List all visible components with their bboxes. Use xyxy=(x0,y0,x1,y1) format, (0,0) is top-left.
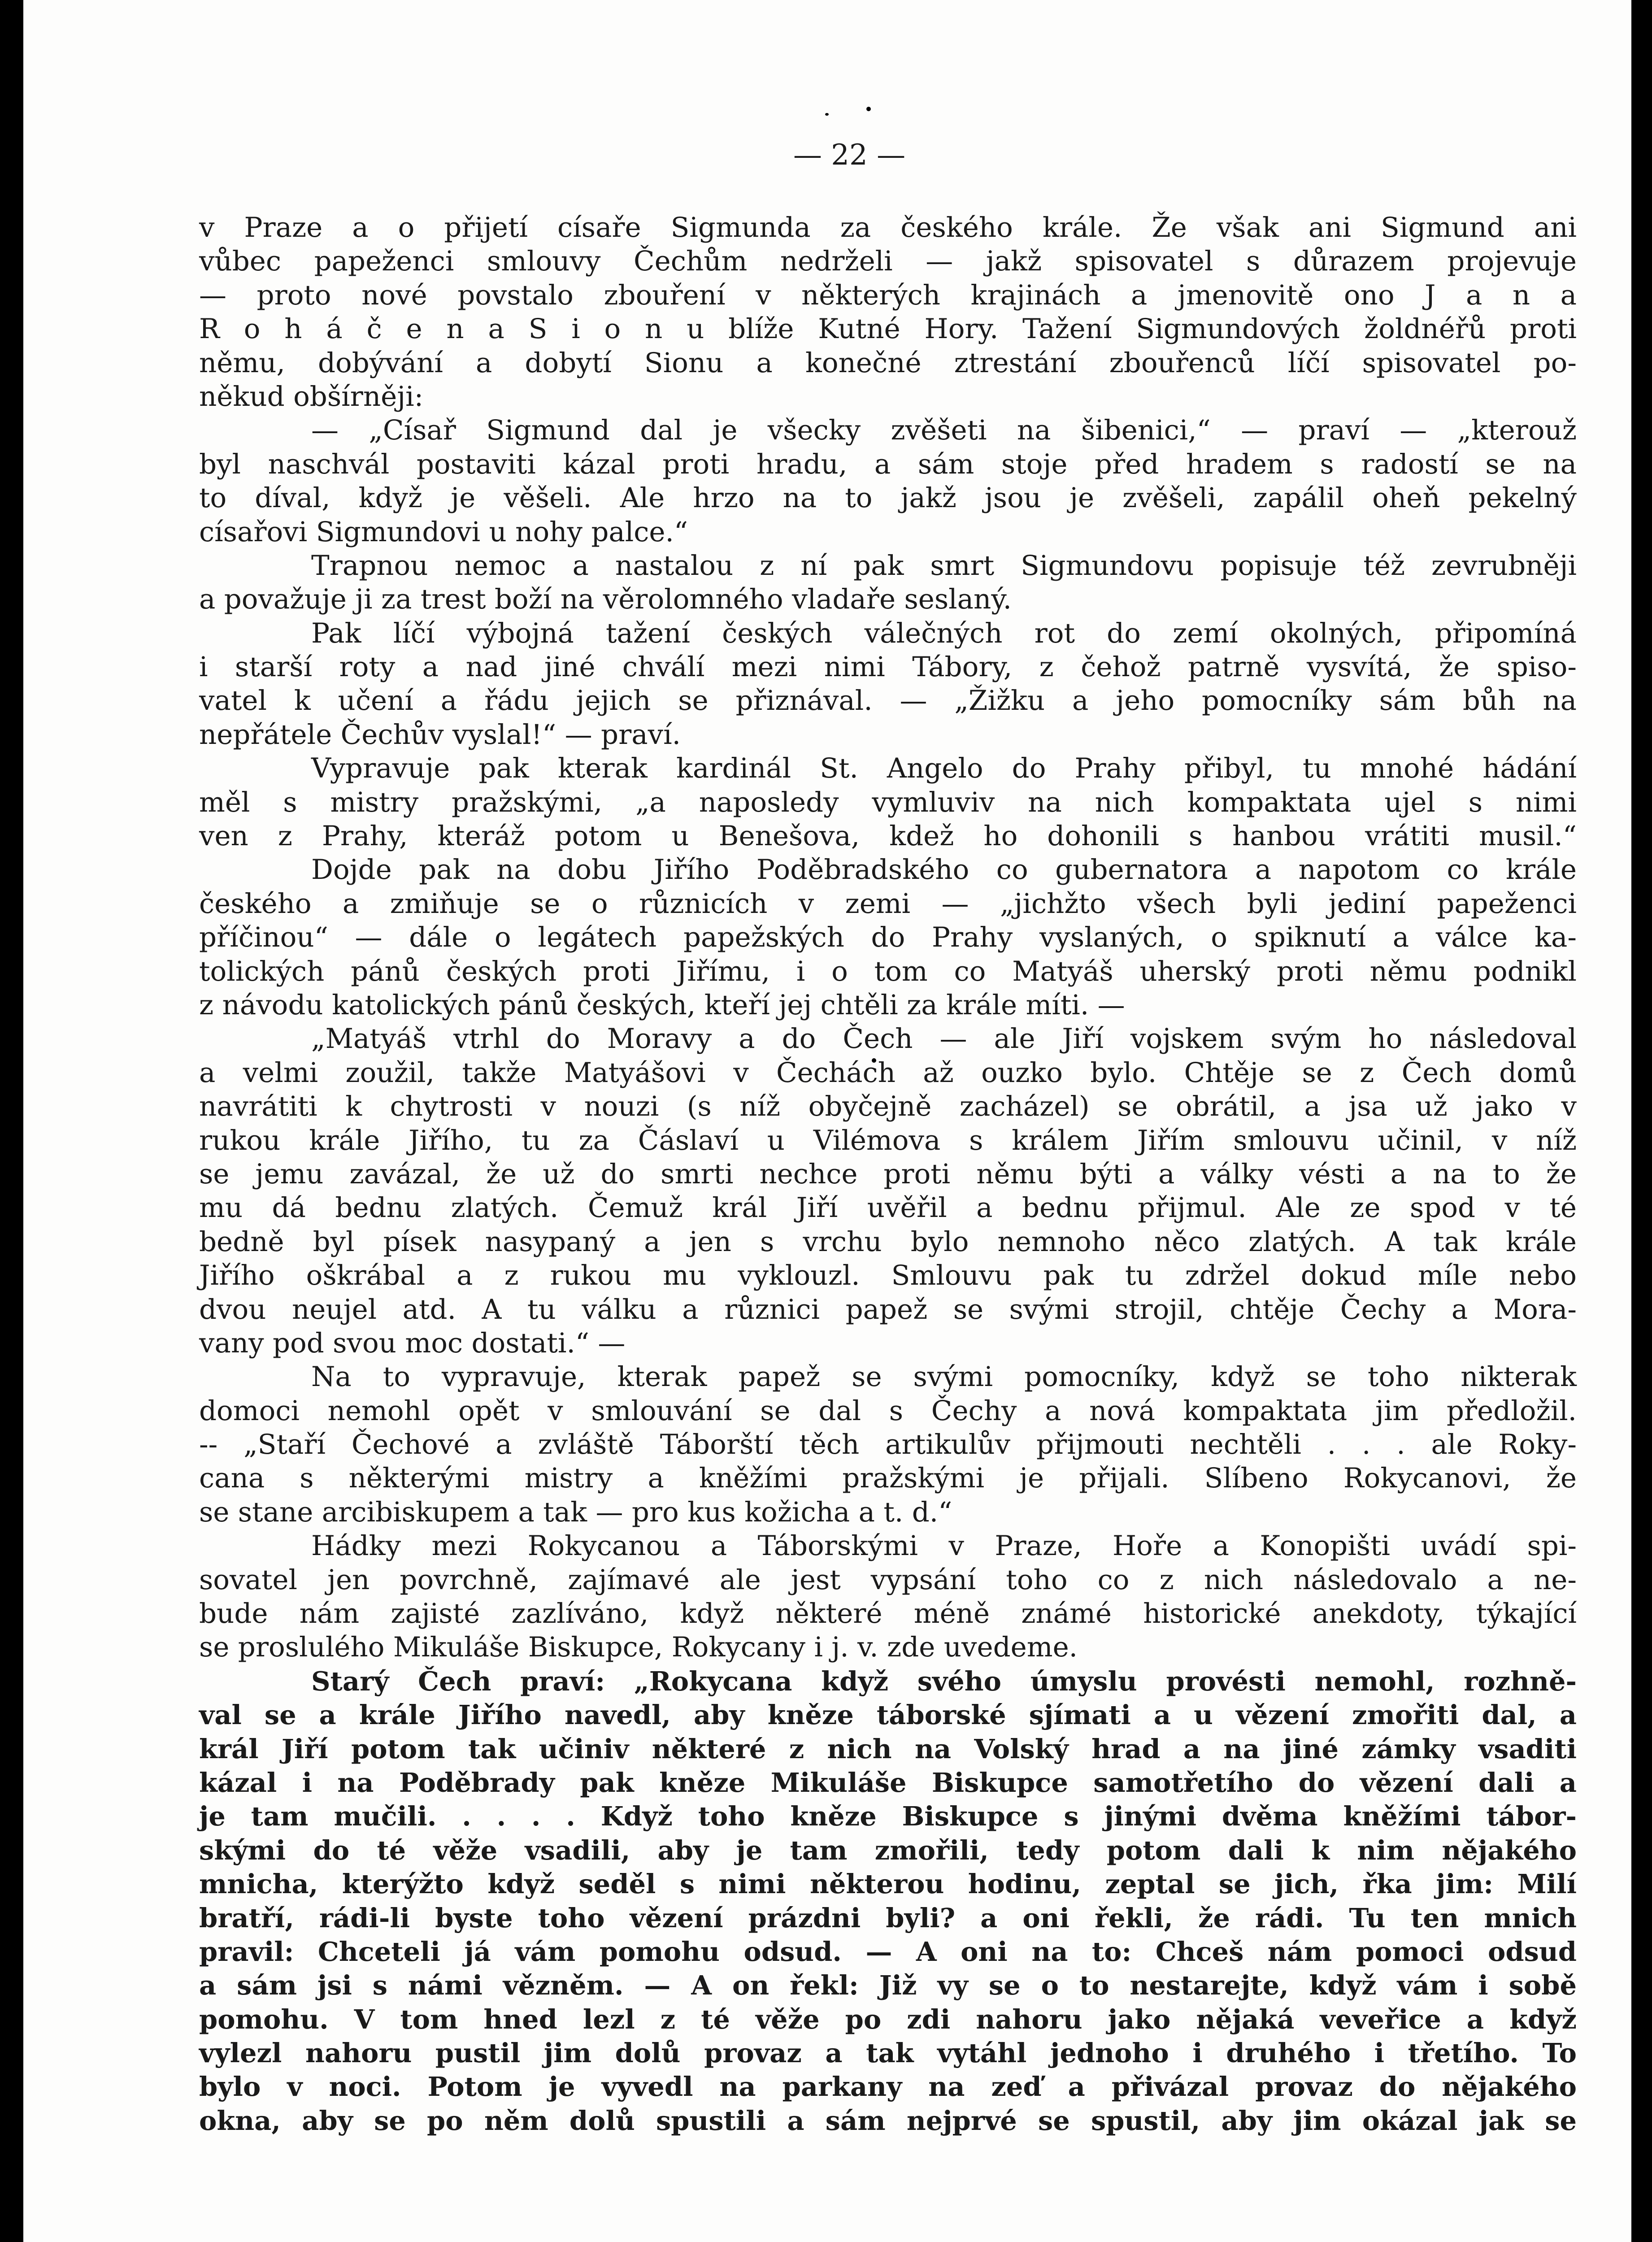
text-line: někud obšírněji: xyxy=(199,380,424,413)
text-line: král Jiří potom tak učiniv některé z nich na Volský hrad a na jiné zámky vsaditi xyxy=(199,1733,1577,1764)
text-line: vatel k učení a řádu jejich se přiznával. — „Žižku a jeho pomocníky sám bůh na xyxy=(199,685,1577,717)
text-line: sovatel jen povrchně, zajímavé ale jest vypsání toho co z nich následovalo a ne- xyxy=(199,1564,1577,1596)
text-line: — proto nové povstalo zbouření v některých krajinách a jmenovitě ono J a n a xyxy=(199,279,1577,311)
text-line: domoci nemohl opět v smlouvání se dal s Čechy a nová kompaktata jim předložil. xyxy=(199,1395,1577,1427)
body-text xyxy=(199,211,1577,2138)
scan-speck xyxy=(825,113,829,116)
text-line: okna, aby se po něm dolů spustili a sám nejprvé se spustil, aby jim okázal jak se xyxy=(199,2105,1577,2136)
text-line: měl s mistry pražskými, „a naposledy vymluviv na nich kompaktata ujel s nimi xyxy=(199,786,1577,818)
text-line: bylo v noci. Potom je vyvedl na parkany na zeď a přivázal provaz do nějakého xyxy=(199,2071,1577,2103)
text-line: „Matyáš vtrhl do Moravy a do Čech — ale Jiří vojskem svým ho následoval xyxy=(311,1023,1577,1055)
text-line: Trapnou nemoc a nastalou z ní pak smrt Sigmundovu popisuje též zevrubněji xyxy=(311,549,1577,582)
page-number: — 22 — xyxy=(793,139,906,172)
text-line: němu, dobývání a dobytí Sionu a konečné ztrestání zbouřenců líčí spisovatel po- xyxy=(199,347,1577,379)
text-line: českého a zmiňuje se o různicích v zemi — „jichžto všech byli jediní papeženci xyxy=(199,887,1577,920)
text-line: — „Císař Sigmund dal je všecky zvěšeti na šibenici,“ — praví — „kterouž xyxy=(311,414,1577,447)
text-line: R o h á č e n a S i o n u blíže Kutné Hory. Tažení Sigmundových žoldnéřů proti xyxy=(199,313,1577,345)
text-line: a považuje ji za trest boží na věrolomného vladaře seslaný. xyxy=(199,583,1012,616)
text-line: se jemu zavázal, že už do smrti nechce proti němu býti a války vésti a na to že xyxy=(199,1158,1577,1190)
text-line: Dojde pak na dobu Jiřího Poděbradského co gubernatora a napotom co krále xyxy=(311,854,1577,886)
text-line: se proslulého Mikuláše Biskupce, Rokycany i j. v. zde uvedeme. xyxy=(199,1631,1078,1664)
text-line: skými do té věže vsadili, aby je tam zmořili, tedy potom dali k nim nějakého xyxy=(199,1834,1577,1866)
text-line: z návodu katolických pánů českých, kteří jej chtěli za krále míti. — xyxy=(199,989,1125,1021)
text-line: Starý Čech praví: „Rokycana když svého úmyslu provésti nemohl, rozhně- xyxy=(311,1665,1577,1697)
text-line: bude nám zajisté zazlíváno, když některé méně známé historické anekdoty, týkající xyxy=(199,1598,1577,1630)
text-line: nepřátele Čechův vyslal!“ — praví. xyxy=(199,718,681,751)
text-line: rukou krále Jiřího, tu za Čáslaví u Vilémova s králem Jiřím smlouvu učinil, v níž xyxy=(199,1124,1577,1156)
text-line: pomohu. V tom hned lezl z té věže po zdi nahoru jako nějaká veveřice a když xyxy=(199,2003,1577,2035)
text-line: bratří, rádi-li byste toho vězení prázdni byli? a oni řekli, že rádi. Tu ten mnich xyxy=(199,1902,1577,1934)
text-line: to díval, když je věšeli. Ale hrzo na to jakž jsou je zvěšeli, zapálil oheň pekelný xyxy=(199,482,1577,514)
text-line: i starší roty a nad jiné chválí mezi nimi Tábory, z čehož patrně vysvítá, že spiso- xyxy=(199,651,1577,683)
text-line: -- „Staří Čechové a zvláště Táborští těch artikulův přijmouti nechtěli . . . ale Roky- xyxy=(199,1429,1577,1461)
text-line: v Praze a o přijetí císaře Sigmunda za českého krále. Že však ani Sigmund ani xyxy=(199,212,1577,243)
text-line: Hádky mezi Rokycanou a Táborskými v Praze, Hoře a Konopišti uvádí spi- xyxy=(311,1530,1577,1562)
text-line: navrátiti k chytrosti v nouzi (s níž obyčejně zacházel) se obrátil, a jsa už jako v xyxy=(199,1091,1577,1123)
text-line: Vypravuje pak kterak kardinál St. Angelo do Prahy přibyl, tu mnohé hádání xyxy=(311,752,1577,785)
text-line: bedně byl písek nasypaný a jen s vrchu bylo nemnoho něco zlatých. A tak krále xyxy=(199,1225,1577,1258)
text-line: příčinou“ — dále o legátech papežských do Prahy vyslaných, o spiknutí a válce ka- xyxy=(199,921,1577,954)
scan-speck xyxy=(1636,17,1641,22)
text-line: mu dá bednu zlatých. Čemuž král Jiří uvěřil a bednu přijmul. Ale ze spod v té xyxy=(199,1192,1577,1224)
text-line: ven z Prahy, kteráž potom u Benešova, kdež ho dohonili s hanbou vrátiti musil.“ xyxy=(199,820,1577,852)
text-line: vůbec papeženci smlouvy Čechům nedrželi — jakž spisovatel s důrazem projevuje xyxy=(199,245,1577,278)
text-line: a sám jsi s námi vězněm. — A on řekl: Již vy se o to nestarejte, když vám i sobě xyxy=(199,1970,1577,2001)
text-line: a velmi zoužil, takže Matyášovi v Čechách až ouzko bylo. Chtěje se z Čech domů xyxy=(199,1056,1577,1089)
text-line: vany pod svou moc dostati.“ — xyxy=(199,1327,626,1359)
text-line: císařovi Sigmundovi u nohy palce.“ xyxy=(199,516,688,548)
text-line: cana s některými mistry a kněžími pražskými je přijali. Slíbeno Rokycanovi, že xyxy=(199,1462,1577,1495)
text-line: mnicha, kterýžto když seděl s nimi některou hodinu, zeptal se jich, řka jim: Milí xyxy=(199,1868,1577,1900)
text-line: pravil: Chceteli já vám pomohu odsud. — A oni na to: Chceš nám pomoci odsud xyxy=(199,1936,1577,1967)
text-line: Pak líčí výbojná tažení českých válečných rot do zemí okolných, připomíná xyxy=(311,617,1577,649)
text-line: se stane arcibiskupem a tak — pro kus kožicha a t. d.“ xyxy=(199,1496,952,1528)
text-line: tolických pánů českých proti Jiřímu, i o tom co Matyáš uherský proti němu podnikl xyxy=(199,955,1577,987)
text-line: vylezl nahoru pustil jim dolů provaz a tak vytáhl jednoho i druhého i třetího. To xyxy=(199,2038,1577,2069)
text-line: Na to vypravuje, kterak papež se svými pomocníky, když se toho nikterak xyxy=(311,1361,1577,1393)
text-line: kázal i na Poděbrady pak kněze Mikuláše Biskupce samotřetího do vězení dali a xyxy=(199,1767,1577,1798)
text-line: je tam mučili. . . . . Když toho kněze Biskupce s jinými dvěma kněžími tábor- xyxy=(199,1801,1577,1832)
text-line: byl naschvál postaviti kázal proti hradu, a sám stoje před hradem s radostí se na xyxy=(199,448,1577,480)
scan-speck xyxy=(866,107,871,111)
text-line: val se a krále Jiřího navedl, aby kněze táborské sjímati a u vězení zmořiti dal, a xyxy=(199,1699,1577,1731)
text-line: dvou neujel atd. A tu válku a různici papež se svými strojil, chtěje Čechy a Mora- xyxy=(199,1293,1577,1325)
text-line: Jiřího oškrábal a z rukou mu vyklouzl. Smlouvu pak tu zdržel dokud míle nebo xyxy=(199,1260,1577,1292)
